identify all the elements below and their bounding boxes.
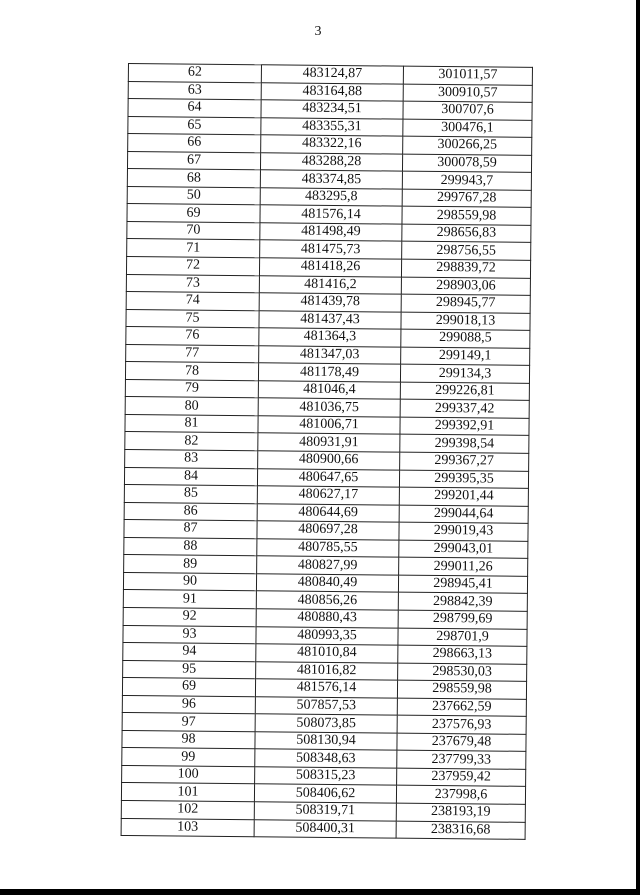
y-coordinate-cell: 298530,03 [398, 663, 527, 682]
x-coordinate-cell: 481347,03 [259, 346, 401, 365]
y-coordinate-cell: 298663,13 [398, 645, 527, 664]
y-coordinate-cell: 298701,9 [398, 628, 527, 647]
point-number-cell: 85 [124, 485, 257, 504]
x-coordinate-cell: 481178,49 [258, 363, 400, 382]
y-coordinate-cell: 237959,42 [397, 768, 526, 787]
point-number-cell: 78 [125, 362, 258, 381]
y-coordinate-cell: 298656,83 [402, 224, 531, 243]
y-coordinate-cell: 299018,13 [401, 312, 530, 331]
y-coordinate-cell: 299767,28 [402, 189, 531, 208]
x-coordinate-cell: 481498,49 [260, 223, 402, 242]
coordinates-table [121, 63, 533, 840]
point-number-cell: 93 [123, 625, 256, 644]
y-coordinate-cell: 237998,6 [396, 786, 525, 805]
y-coordinate-cell: 300707,6 [403, 101, 532, 120]
y-coordinate-cell: 237799,33 [397, 750, 526, 769]
x-coordinate-cell: 480627,17 [257, 486, 399, 505]
y-coordinate-cell: 298839,72 [401, 259, 530, 278]
point-number-cell: 81 [125, 414, 258, 433]
point-number-cell: 73 [126, 274, 259, 293]
y-coordinate-cell: 298842,39 [398, 593, 527, 612]
y-coordinate-cell: 299367,27 [400, 452, 529, 471]
x-coordinate-cell: 481576,14 [255, 679, 397, 698]
x-coordinate-cell: 481006,71 [258, 416, 400, 435]
x-coordinate-cell: 483164,88 [261, 82, 403, 101]
point-number-cell: 101 [121, 783, 254, 802]
x-coordinate-cell: 481016,82 [256, 661, 398, 680]
point-number-cell: 84 [124, 467, 257, 486]
y-coordinate-cell: 299226,81 [400, 382, 529, 401]
y-coordinate-cell: 300476,1 [403, 119, 532, 138]
y-coordinate-cell: 299398,54 [400, 435, 529, 454]
x-coordinate-cell: 481036,75 [258, 398, 400, 417]
point-number-cell: 87 [124, 520, 257, 539]
point-number-cell: 82 [125, 432, 258, 451]
x-coordinate-cell: 483355,31 [261, 117, 403, 136]
y-coordinate-cell: 299043,01 [399, 540, 528, 559]
y-coordinate-cell: 299943,7 [402, 171, 531, 190]
point-number-cell: 83 [125, 450, 258, 469]
y-coordinate-cell: 237679,48 [397, 733, 526, 752]
x-coordinate-cell: 481418,26 [259, 258, 401, 277]
x-coordinate-cell: 508319,71 [254, 802, 396, 821]
x-coordinate-cell: 481437,43 [259, 310, 401, 329]
x-coordinate-cell: 480840,49 [256, 574, 398, 593]
x-coordinate-cell: 481439,78 [259, 293, 401, 312]
y-coordinate-cell: 299392,91 [400, 417, 529, 436]
x-coordinate-cell: 508073,85 [255, 714, 397, 733]
point-number-cell: 72 [126, 257, 259, 276]
x-coordinate-cell: 483322,16 [261, 135, 403, 154]
point-number-cell: 97 [122, 713, 255, 732]
y-coordinate-cell: 298945,77 [401, 294, 530, 313]
point-number-cell: 100 [122, 765, 255, 784]
x-coordinate-cell: 483288,28 [260, 153, 402, 172]
point-number-cell: 69 [127, 204, 260, 223]
x-coordinate-cell: 508315,23 [255, 767, 397, 786]
point-number-cell: 62 [128, 64, 261, 83]
y-coordinate-cell: 299019,43 [399, 522, 528, 541]
y-coordinate-cell: 299088,5 [401, 329, 530, 348]
point-number-cell: 76 [126, 327, 259, 346]
x-coordinate-cell: 480900,66 [258, 451, 400, 470]
y-coordinate-cell: 298903,06 [401, 277, 530, 296]
y-coordinate-cell: 298945,41 [398, 575, 527, 594]
x-coordinate-cell: 480697,28 [257, 521, 399, 540]
point-number-cell: 90 [123, 572, 256, 591]
point-number-cell: 63 [128, 81, 261, 100]
x-coordinate-cell: 481475,73 [260, 240, 402, 259]
x-coordinate-cell: 481046,4 [258, 381, 400, 400]
point-number-cell: 96 [122, 695, 255, 714]
point-number-cell: 98 [122, 730, 255, 749]
point-number-cell: 88 [124, 537, 257, 556]
x-coordinate-cell: 481576,14 [260, 205, 402, 224]
x-coordinate-cell: 480785,55 [257, 539, 399, 558]
point-number-cell: 69 [122, 678, 255, 697]
y-coordinate-cell: 238193,19 [396, 803, 525, 822]
point-number-cell: 80 [125, 397, 258, 416]
point-number-cell: 103 [121, 818, 254, 837]
point-number-cell: 66 [128, 134, 261, 153]
y-coordinate-cell: 299337,42 [400, 400, 529, 419]
y-coordinate-cell: 238316,68 [396, 821, 525, 840]
y-coordinate-cell: 298799,69 [398, 610, 527, 629]
x-coordinate-cell: 508130,94 [255, 732, 397, 751]
table-row [121, 818, 525, 839]
point-number-cell: 79 [125, 379, 258, 398]
y-coordinate-cell: 300910,57 [403, 84, 532, 103]
x-coordinate-cell: 507857,53 [255, 696, 397, 715]
x-coordinate-cell: 508400,31 [254, 819, 396, 838]
x-coordinate-cell: 508406,62 [254, 784, 396, 803]
point-number-cell: 50 [127, 186, 260, 205]
point-number-cell: 71 [127, 239, 260, 258]
x-coordinate-cell: 480993,35 [256, 626, 398, 645]
y-coordinate-cell: 299134,3 [400, 364, 529, 383]
point-number-cell: 67 [127, 151, 260, 170]
point-number-cell: 102 [121, 800, 254, 819]
y-coordinate-cell: 300078,59 [402, 154, 531, 173]
point-number-cell: 89 [124, 555, 257, 574]
x-coordinate-cell: 483234,51 [261, 100, 403, 119]
point-number-cell: 92 [123, 607, 256, 626]
y-coordinate-cell: 298559,98 [397, 680, 526, 699]
page-number: 3 [314, 24, 322, 39]
x-coordinate-cell: 508348,63 [255, 749, 397, 768]
point-number-cell: 94 [123, 643, 256, 662]
y-coordinate-cell: 237576,93 [397, 715, 526, 734]
point-number-cell: 77 [126, 344, 259, 363]
x-coordinate-cell: 480856,26 [256, 591, 398, 610]
y-coordinate-cell: 301011,57 [403, 66, 532, 85]
x-coordinate-cell: 481364,3 [259, 328, 401, 347]
y-coordinate-cell: 299011,26 [399, 557, 528, 576]
x-coordinate-cell: 481010,84 [256, 644, 398, 663]
x-coordinate-cell: 483295,8 [260, 188, 402, 207]
x-coordinate-cell: 480647,65 [257, 468, 399, 487]
point-number-cell: 74 [126, 292, 259, 311]
x-coordinate-cell: 481416,2 [259, 275, 401, 294]
point-number-cell: 86 [124, 502, 257, 521]
x-coordinate-cell: 483374,85 [260, 170, 402, 189]
x-coordinate-cell: 483124,87 [261, 65, 403, 84]
coordinates-table-body [121, 64, 532, 840]
x-coordinate-cell: 480931,91 [258, 433, 400, 452]
y-coordinate-cell: 299201,44 [399, 487, 528, 506]
point-number-cell: 91 [123, 590, 256, 609]
y-coordinate-cell: 300266,25 [403, 136, 532, 155]
y-coordinate-cell: 299044,64 [399, 505, 528, 524]
y-coordinate-cell: 298559,98 [402, 207, 531, 226]
point-number-cell: 64 [128, 99, 261, 118]
y-coordinate-cell: 299149,1 [401, 347, 530, 366]
point-number-cell: 65 [128, 116, 261, 135]
x-coordinate-cell: 480827,99 [257, 556, 399, 575]
y-coordinate-cell: 298756,55 [402, 242, 531, 261]
y-coordinate-cell: 299395,35 [399, 470, 528, 489]
x-coordinate-cell: 480644,69 [257, 503, 399, 522]
point-number-cell: 75 [126, 309, 259, 328]
y-coordinate-cell: 237662,59 [397, 698, 526, 717]
point-number-cell: 70 [127, 221, 260, 240]
point-number-cell: 99 [122, 748, 255, 767]
point-number-cell: 68 [127, 169, 260, 188]
point-number-cell: 95 [123, 660, 256, 679]
x-coordinate-cell: 480880,43 [256, 609, 398, 628]
